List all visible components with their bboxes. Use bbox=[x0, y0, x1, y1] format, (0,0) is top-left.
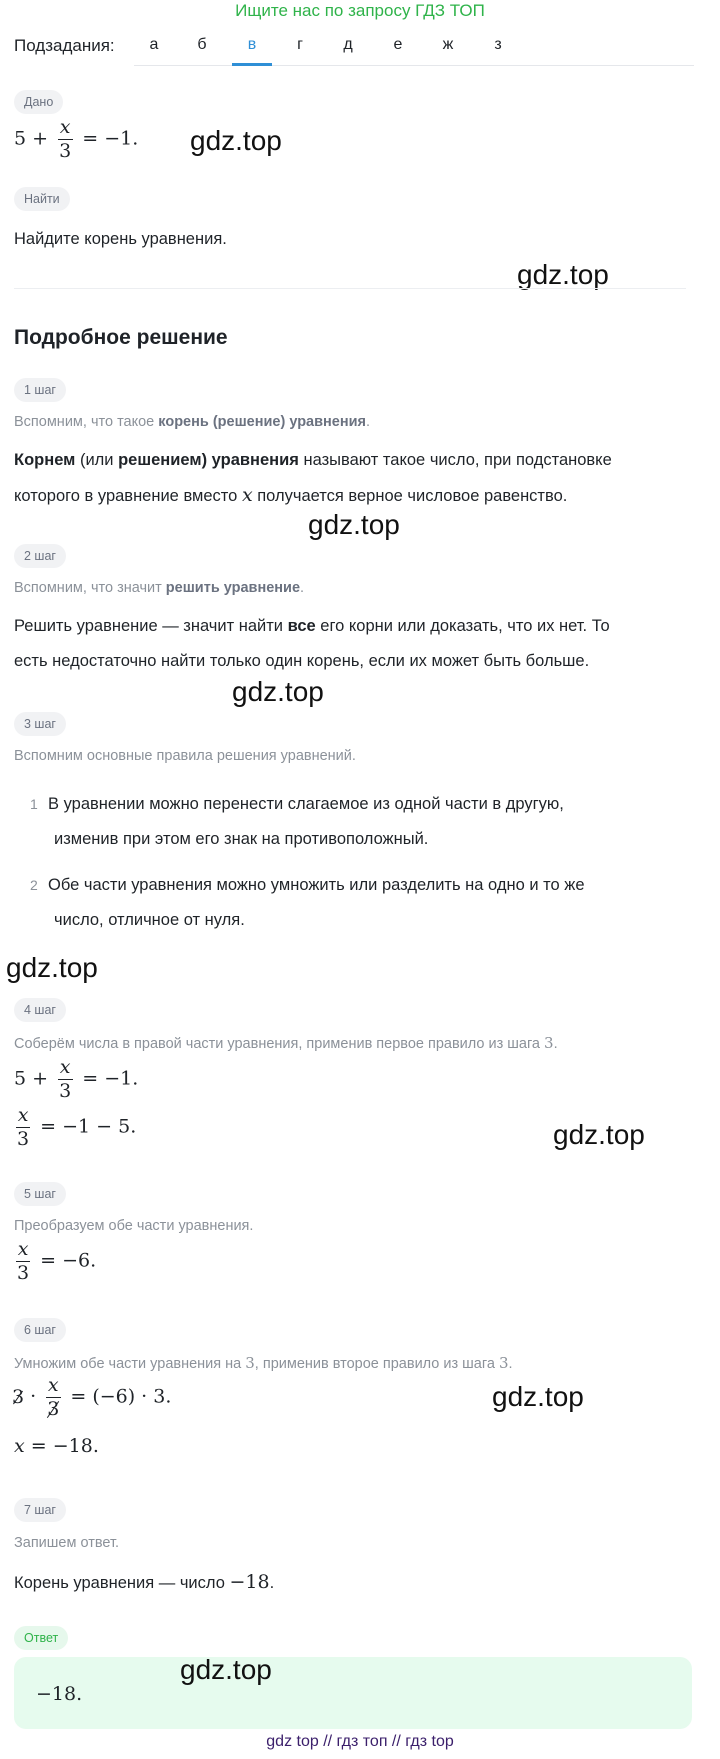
watermark: gdz.top bbox=[6, 952, 98, 983]
step2-hint: Вспомним, что значит решить уравнение. bbox=[14, 580, 305, 596]
footer-links[interactable]: gdz top // гдз топ // гдз top bbox=[266, 1733, 454, 1750]
step3-hint: Вспомним основные правила решения уравнений. bbox=[14, 748, 356, 764]
section-divider bbox=[14, 288, 686, 289]
subtask-tab-z[interactable]: з bbox=[494, 36, 502, 53]
step5-chip: 5 шаг bbox=[14, 1182, 66, 1206]
step1-chip: 1 шаг bbox=[14, 378, 66, 402]
step7-chip: 7 шаг bbox=[14, 1498, 66, 1522]
given-chip: Дано bbox=[14, 90, 63, 114]
step2-line1: Решить уравнение — значит найти все его корни или доказать, что их нет. То bbox=[14, 617, 610, 635]
step6-chip: 6 шаг bbox=[14, 1318, 66, 1342]
subtasks-nav bbox=[14, 36, 694, 66]
step5-eq: $\frac{x}{3}$ = −6. bbox=[17, 1238, 97, 1284]
watermark: gdz.top bbox=[517, 259, 609, 290]
step4-eq2: $\frac{x}{3}$ = −1 − 5. bbox=[17, 1104, 137, 1150]
answer-value: −18. bbox=[36, 1683, 83, 1705]
step4-eq1: 5 + $\frac{x}{3}$ = −1. bbox=[14, 1056, 139, 1102]
solution-title: Подробное решение bbox=[14, 326, 228, 349]
find-chip: Найти bbox=[14, 187, 70, 211]
answer-box bbox=[14, 1657, 692, 1729]
subtasks-label: Подзадания: bbox=[14, 36, 115, 55]
watermark: gdz.top bbox=[180, 1654, 272, 1685]
step7-text: Корень уравнения — число −18. bbox=[14, 1571, 275, 1593]
step3-chip: 3 шаг bbox=[14, 712, 66, 736]
promo-banner: Ищите нас по запросу ГДЗ ТОП bbox=[235, 1, 485, 20]
step1-line1: Корнем (или решением) уравнения называют такое число, при подстановке bbox=[14, 451, 612, 469]
watermark: gdz.top bbox=[232, 676, 324, 707]
subtask-tab-g[interactable]: г bbox=[297, 36, 303, 53]
step6-eq1: 3 · $\frac{x}{3}$ = (−6) · 3. bbox=[12, 1374, 172, 1420]
watermark: gdz.top bbox=[553, 1119, 645, 1150]
find-text: Найдите корень уравнения. bbox=[14, 230, 227, 248]
subtask-tab-d[interactable]: д bbox=[343, 36, 353, 53]
step1-line2: которого в уравнение вместо x получается верное числовое равенство. bbox=[14, 484, 568, 506]
step2-chip: 2 шаг bbox=[14, 544, 66, 568]
step6-hint: Умножим обе части уравнения на 3, применив второе правило из шага 3. bbox=[14, 1354, 513, 1372]
step6-eq2: x = −18. bbox=[14, 1435, 99, 1457]
subtask-tab-zh[interactable]: ж bbox=[442, 36, 454, 53]
watermark: gdz.top bbox=[308, 509, 400, 540]
subtask-tab-e[interactable]: е bbox=[393, 36, 403, 53]
answer-chip: Ответ bbox=[14, 1626, 68, 1650]
watermark: gdz.top bbox=[492, 1381, 584, 1412]
subtask-tab-v[interactable]: в bbox=[232, 36, 272, 66]
step7-hint: Запишем ответ. bbox=[14, 1535, 120, 1551]
subtask-tab-b[interactable]: б bbox=[197, 36, 207, 53]
step2-line2: есть недостаточно найти только один корень, если их может быть больше. bbox=[14, 652, 590, 670]
step4-hint: Соберём числа в правой части уравнения, применив первое правило из шага 3. bbox=[14, 1034, 558, 1052]
given-equation: 5 + $\frac{x}{3}$ = −1. bbox=[14, 116, 139, 162]
subtask-tab-a[interactable]: а bbox=[149, 36, 159, 53]
step1-hint: Вспомним, что такое корень (решение) уравнения. bbox=[14, 414, 371, 430]
step4-chip: 4 шаг bbox=[14, 998, 66, 1022]
watermark: gdz.top bbox=[190, 125, 282, 156]
step5-hint: Преобразуем обе части уравнения. bbox=[14, 1218, 254, 1234]
